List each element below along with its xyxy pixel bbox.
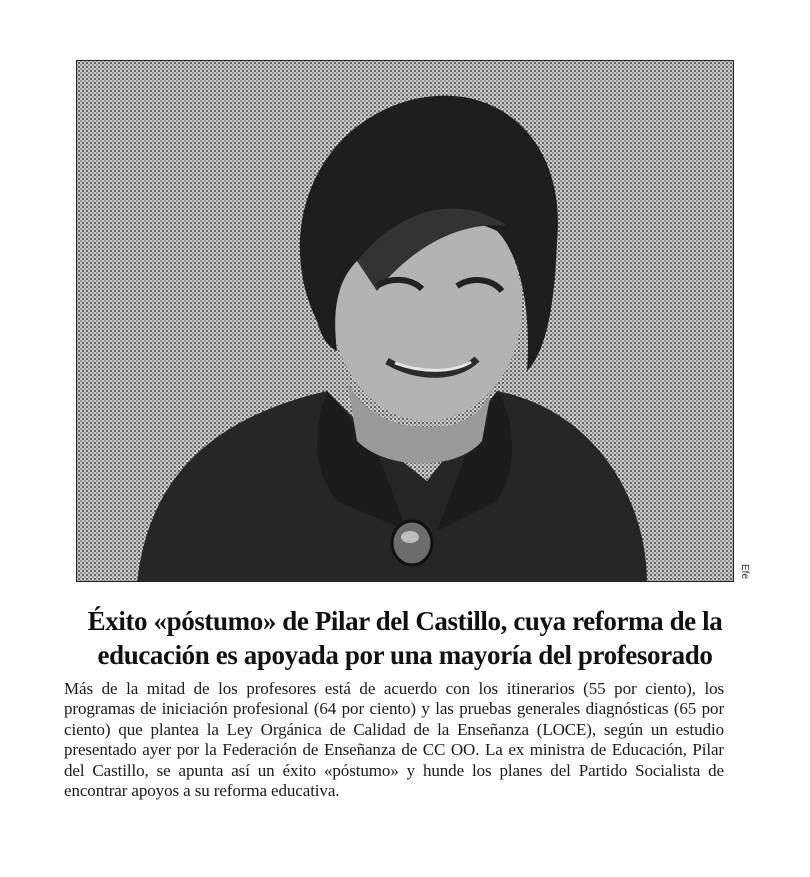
news-photo <box>76 60 734 582</box>
photo-credit: Efe <box>739 564 750 580</box>
portrait-illustration <box>77 61 734 582</box>
lede-paragraph: Más de la mitad de los profesores está de acuerdo con los itinerarios (55 por ciento), los programas de iniciación profesional (64 por ciento) y las pruebas generales diagnósticas (65 por ciento) que plantea la Ley Orgánica de Calidad de la Enseñanza (LOCE), según un estudio presentado ayer por la Federación de Enseñanza de CC OO. La ex ministra de Educación, Pilar del Castillo, se apunta así un éxito «póstumo» y hunde los planes del Partido Socialista de encontrar apoyos a su reforma educativa. <box>64 679 724 801</box>
headline: Éxito «póstumo» de Pilar del Castillo, cuya reforma de la educación es apoyada por una mayoría del profesorado <box>87 606 723 670</box>
